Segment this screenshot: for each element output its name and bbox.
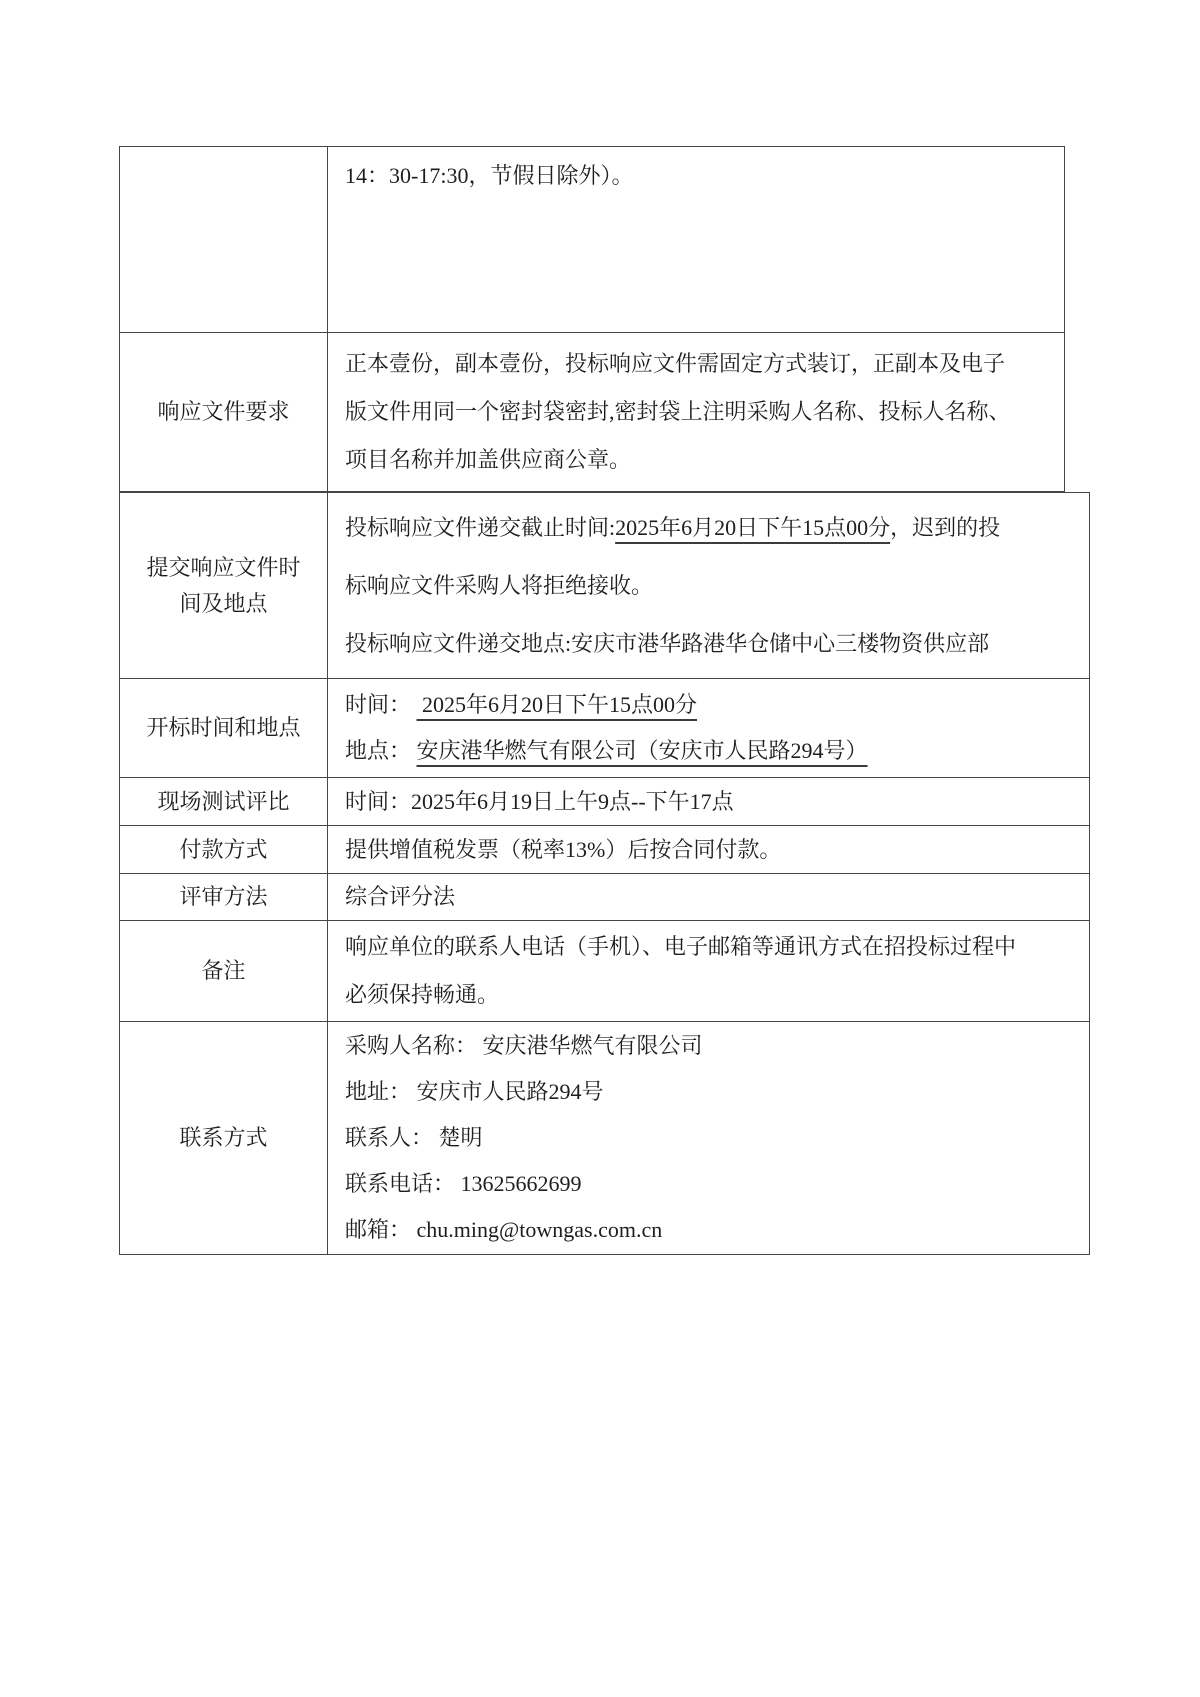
table-row-bid-opening-time-and-place bbox=[120, 679, 1089, 778]
content-line bbox=[345, 728, 1077, 774]
row-label-bid-opening-time-and-place bbox=[120, 679, 328, 777]
row-label-submission-time-and-place bbox=[120, 493, 328, 678]
row-label-line: 评审方法 bbox=[179, 884, 268, 909]
row-label-line: 提交响应文件时 bbox=[146, 554, 301, 580]
table-row-contact-information bbox=[120, 1022, 1089, 1254]
text-segment: 项目名称并加盖供应商公章。 bbox=[345, 447, 632, 472]
text-segment: 时间：2025年6月19日上午9点--下午17点 bbox=[345, 788, 734, 814]
text-segment: 地点： bbox=[345, 738, 417, 763]
text-segment: 必须保持畅通。 bbox=[345, 982, 500, 1007]
text-segment: ，迟到的投 bbox=[890, 514, 1001, 540]
row-content-response-document-requirements bbox=[328, 333, 1064, 491]
content-line bbox=[345, 1161, 1077, 1207]
row-label-line: 联系方式 bbox=[179, 1125, 268, 1150]
row-label-line: 付款方式 bbox=[179, 836, 268, 862]
row-label-line: 开标时间和地点 bbox=[146, 715, 301, 740]
row-content-contact-information bbox=[328, 1022, 1089, 1254]
row-content-office-hours-continuation bbox=[328, 147, 1064, 332]
content-line bbox=[345, 874, 1077, 920]
content-line bbox=[345, 1115, 1077, 1161]
row-label-line: 响应文件要求 bbox=[157, 399, 290, 424]
table-row-payment-method bbox=[120, 826, 1089, 874]
table-row-submission-time-and-place bbox=[120, 493, 1089, 679]
text-segment: 响应单位的联系人电话（手机）、电子邮箱等通讯方式在招投标过程中 bbox=[345, 934, 1017, 959]
table-row-onsite-test-evaluation bbox=[120, 778, 1089, 826]
content-line bbox=[345, 499, 1077, 557]
text-segment: 时间： bbox=[345, 692, 417, 717]
text-segment: 联系电话： 13625662699 bbox=[345, 1171, 582, 1196]
content-line bbox=[345, 971, 1077, 1019]
table-row-remarks bbox=[120, 921, 1089, 1022]
content-line bbox=[345, 1069, 1077, 1115]
content-line bbox=[345, 923, 1077, 971]
row-label-line: 现场测试评比 bbox=[157, 788, 290, 814]
text-segment: 投标响应文件递交截止时间: bbox=[345, 514, 616, 540]
row-label-contact-information bbox=[120, 1022, 328, 1254]
underlined-text: 2025年6月20日下午15点00分 bbox=[416, 692, 698, 717]
row-label-response-document-requirements bbox=[120, 333, 328, 491]
row-content-evaluation-method bbox=[328, 874, 1089, 920]
content-line bbox=[345, 340, 1052, 388]
content-line bbox=[345, 159, 1052, 193]
text-segment: 综合评分法 bbox=[345, 884, 456, 909]
text-segment: 邮箱： chu.ming@towngas.com.cn bbox=[345, 1217, 663, 1242]
row-content-submission-time-and-place bbox=[328, 493, 1089, 678]
row-content-payment-method bbox=[328, 826, 1089, 873]
text-segment: 14：30-17:30，节假日除外）。 bbox=[345, 163, 634, 188]
text-segment: 采购人名称： 安庆港华燃气有限公司 bbox=[345, 1033, 703, 1058]
table-row-evaluation-method bbox=[120, 874, 1089, 921]
text-segment: 投标响应文件递交地点:安庆市港华路港华仓储中心三楼物资供应部 bbox=[345, 630, 990, 656]
row-content-onsite-test-evaluation bbox=[328, 778, 1089, 825]
content-line bbox=[345, 826, 1077, 873]
text-segment: 版文件用同一个密封袋密封,密封袋上注明采购人名称、投标人名称、 bbox=[345, 399, 1011, 424]
content-line bbox=[345, 557, 1077, 615]
content-line bbox=[345, 682, 1077, 728]
content-line bbox=[345, 615, 1077, 673]
underlined-text: 安庆港华燃气有限公司（安庆市人民路294号） bbox=[416, 738, 868, 763]
row-label-remarks bbox=[120, 921, 328, 1021]
row-label-line: 间及地点 bbox=[179, 590, 268, 616]
content-line bbox=[345, 436, 1052, 484]
text-segment: 正本壹份，副本壹份，投标响应文件需固定方式装订，正副本及电子 bbox=[345, 351, 1006, 376]
bid-info-table bbox=[119, 146, 1090, 1255]
row-label-line: 备注 bbox=[201, 958, 246, 983]
text-segment: 地址： 安庆市人民路294号 bbox=[345, 1079, 604, 1104]
table-row-response-document-requirements bbox=[120, 333, 1064, 491]
row-label-office-hours-continuation bbox=[120, 147, 328, 332]
content-line bbox=[345, 388, 1052, 436]
text-segment: 联系人： 楚明 bbox=[345, 1125, 483, 1150]
table-section-lower bbox=[119, 492, 1090, 1255]
text-segment: 提供增值税发票（税率13%）后按合同付款。 bbox=[345, 836, 782, 862]
content-line bbox=[345, 1207, 1077, 1253]
content-line bbox=[345, 778, 1077, 825]
row-content-bid-opening-time-and-place bbox=[328, 679, 1089, 777]
row-label-evaluation-method bbox=[120, 874, 328, 920]
text-segment: 标响应文件采购人将拒绝接收。 bbox=[345, 572, 654, 598]
content-line bbox=[345, 1023, 1077, 1069]
row-content-remarks bbox=[328, 921, 1089, 1021]
table-section-upper bbox=[119, 146, 1065, 492]
row-label-onsite-test-evaluation bbox=[120, 778, 328, 825]
underlined-text: 2025年6月20日下午15点00分 bbox=[615, 514, 891, 540]
table-row-office-hours-continuation bbox=[120, 147, 1064, 333]
row-label-payment-method bbox=[120, 826, 328, 873]
